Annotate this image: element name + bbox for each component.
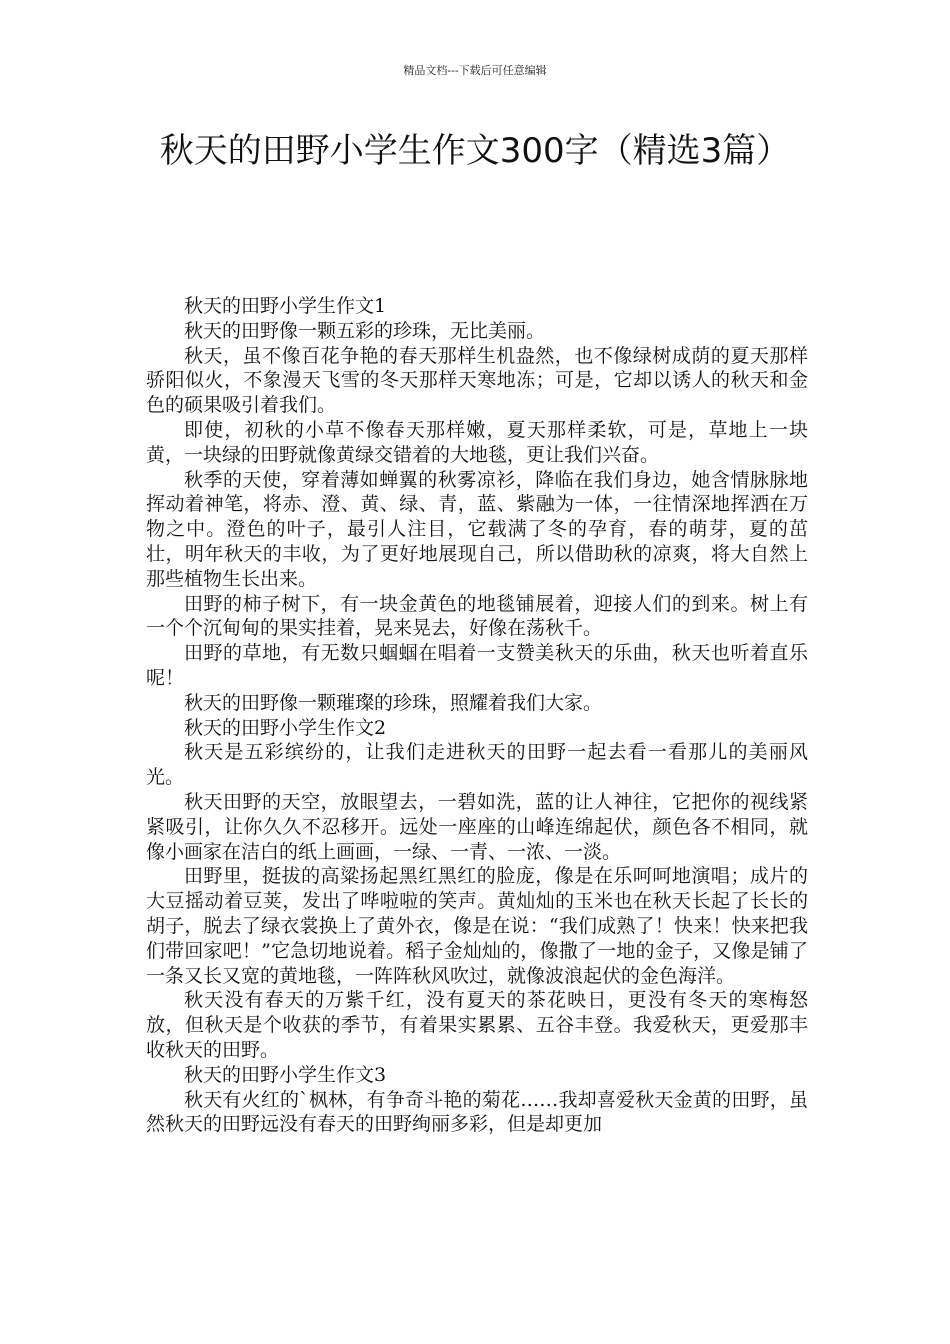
paragraph: 秋天的田野像一颗五彩的珍珠，无比美丽。 — [184, 319, 546, 342]
paragraph: 田野里，挺拔的高粱扬起黑红黑红的脸庞，像是在乐呵呵地演唱；成片的大豆摇动着豆荚，发出了哗啦啦的笑声。黄灿灿的玉米也在秋天长起了长长的胡子，脱去了绿衣裳换上了黄外衣，像是在说：“我们成熟了！快来！快来把我们带回家吧！”它急切地说着。稻子金灿灿的，像撒了一地的金子，又像是铺了一条又长又宽的黄地毯，一阵阵秋风吹过，就像波浪起伏的金色海洋。 — [146, 865, 808, 987]
page-header: 精品文档---下载后可任意编辑 — [403, 64, 547, 77]
section-heading-1: 秋天的田野小学生作文1 — [184, 295, 387, 317]
paragraph: 秋天的田野像一颗璀璨的珍珠，照耀着我们大家。 — [184, 691, 603, 714]
section-heading-2: 秋天的田野小学生作文2 — [184, 716, 387, 739]
paragraph: 秋天田野的天空，放眼望去，一碧如洗，蓝的让人神往，它把你的视线紧紧吸引，让你久久不忍移开。远处一座座的山峰连绵起伏，颜色各不相同，就像小画家在洁白的纸上画画，一绿、一青、一浓、一淡。 — [146, 790, 808, 863]
paragraph: 秋季的天使，穿着薄如蝉翼的秋雾凉衫，降临在我们身边，她含情脉脉地挥动着神笔，将赤、澄、黄、绿、青，蓝、紫融为一体，一往情深地挥洒在万物之中。澄色的叶子，最引人注目，它载满了冬的孕育，春的萌芽，夏的茁壮，明年秋天的丰收，为了更好地展现自己，所以借助秋的凉爽，将大自然上那些植物生长出来。 — [146, 468, 808, 590]
paragraph: 田野的草地，有无数只蝈蝈在唱着一支赞美秋天的乐曲，秋天也听着直乐呢！ — [146, 642, 808, 689]
paragraph: 秋天没有春天的万紫千红，没有夏天的茶花映日，更没有冬天的寒梅怒放，但秋天是个收获的季节，有着果实累累、五谷丰登。我爱秋天，更爱那丰收秋天的田野。 — [146, 989, 808, 1061]
paragraph: 秋天是五彩缤纷的，让我们走进秋天的田野一起去看一看那儿的美丽风光。 — [146, 741, 808, 789]
paragraph: 田野的柿子树下，有一块金黄色的地毯铺展着，迎接人们的到来。树上有一个个沉甸甸的果实挂着，晃来晃去，好像在荡秋千。 — [146, 592, 808, 640]
document-title: 秋天的田野小学生作文300字（精选3篇） — [159, 131, 791, 171]
paragraph: 秋天，虽不像百花争艳的春天那样生机盎然，也不像绿树成荫的夏天那样骄阳似火，不象漫天飞雪的冬天那样天寒地冻；可是，它却以诱人的秋天和金色的硕果吸引着我们。 — [146, 344, 808, 417]
paragraph: 秋天有火红的`枫林，有争奇斗艳的菊花……我却喜爱秋天金黄的田野，虽然秋天的田野远没有春天的田野绚丽多彩，但是却更加 — [146, 1088, 808, 1136]
section-heading-3: 秋天的田野小学生作文3 — [184, 1063, 387, 1086]
paragraph: 即使，初秋的小草不像春天那样嫩，夏天那样柔软，可是，草地上一块黄，一块绿的田野就像黄绿交错着的大地毯，更让我们兴奋。 — [146, 418, 808, 466]
document-body — [146, 294, 808, 1137]
